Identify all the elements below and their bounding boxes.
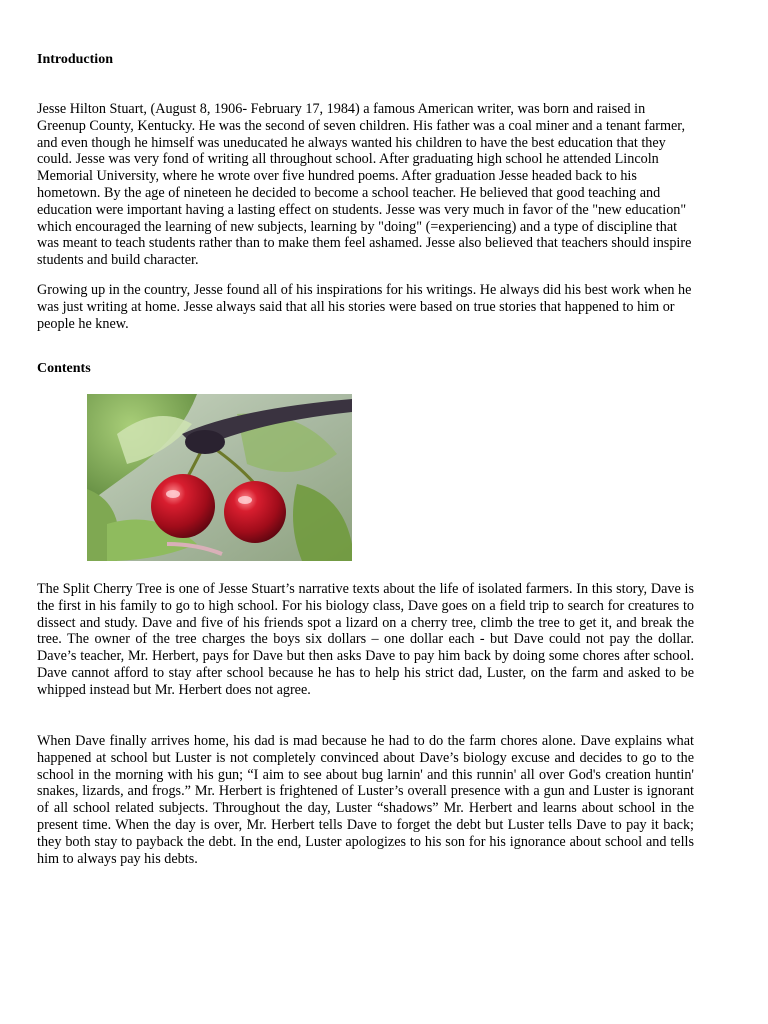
introduction-heading: Introduction [37,52,113,67]
contents-paragraph-2: When Dave finally arrives home, his dad is mad because he had to do the farm chores alone. Dave explains what happened at school but Luster is not completely convinced about Dave’s biology excuse and decides to go to the school in the morning with his gun; “I aim to see about bug larnin' and this runnin' all over God's creation huntin' snakes, lizards, and frogs.” Mr. Herbert is frightened of Luster’s overall presence with a gun and Luster is ignorant of all school related subjects. Throughout the day, Luster “shadows” Mr. Herbert and learns about school in the present time. When the day is over, Mr. Herbert tells Dave to forget the debt but Luster tells Dave to pay it back; they both stay to payback the debt. In the end, Luster apologizes to his son for his ignorance about school and tells him to always pay his debts. [37,733,694,867]
contents-paragraph-1: The Split Cherry Tree is one of Jesse Stuart’s narrative texts about the life of isolated farmers. In this story, Dave is the first in his family to go to high school. For his biology class, Dave goes on a field trip to search for creatures to dissect and study. Dave and five of his friends spot a lizard on a cherry tree, climb the tree to get it, and break the tree. The owner of the tree charges the boys six dollars – one dollar each - but Dave could not pay the dollar. Dave’s teacher, Mr. Herbert, pays for Dave but then asks Dave to pay him back by doing some chores after school. Dave cannot afford to stay after school because he has to help his strict dad, Luster, on the farm and asked to be whipped instead but Mr. Herbert does not agree. [37,581,694,698]
introduction-paragraph-2: Growing up in the country, Jesse found all of his inspirations for his writings. He always did his best work when he was just writing at home. Jesse always said that all his stories were based on true stories that happened to him or people he knew. [37,282,692,332]
cherry-photo [87,394,352,561]
contents-heading: Contents [37,361,91,376]
introduction-paragraph-1: Jesse Hilton Stuart, (August 8, 1906- February 17, 1984) a famous American writer, was born and raised in Greenup County, Kentucky. He was the second of seven children. His father was a coal miner and a tenant farmer, and even though he himself was uneducated he always wanted his children to have the best education that they could. Jesse was very fond of writing all throughout school. After graduating high school he attended Lincoln Memorial University, where he wrote over five hundred poems. After graduation Jesse headed back to his hometown. By the age of nineteen he decided to become a school teacher. He believed that good teaching and education were important having a lasting effect on students. Jesse was very much in favor of the "new education" which encouraged the learning of new subjects, learning by "doing" (=experiencing) and a type of discipline that was meant to teach students rather than to make them feel ashamed. Jesse also believed that teachers should inspire students and build character. [37,101,692,269]
